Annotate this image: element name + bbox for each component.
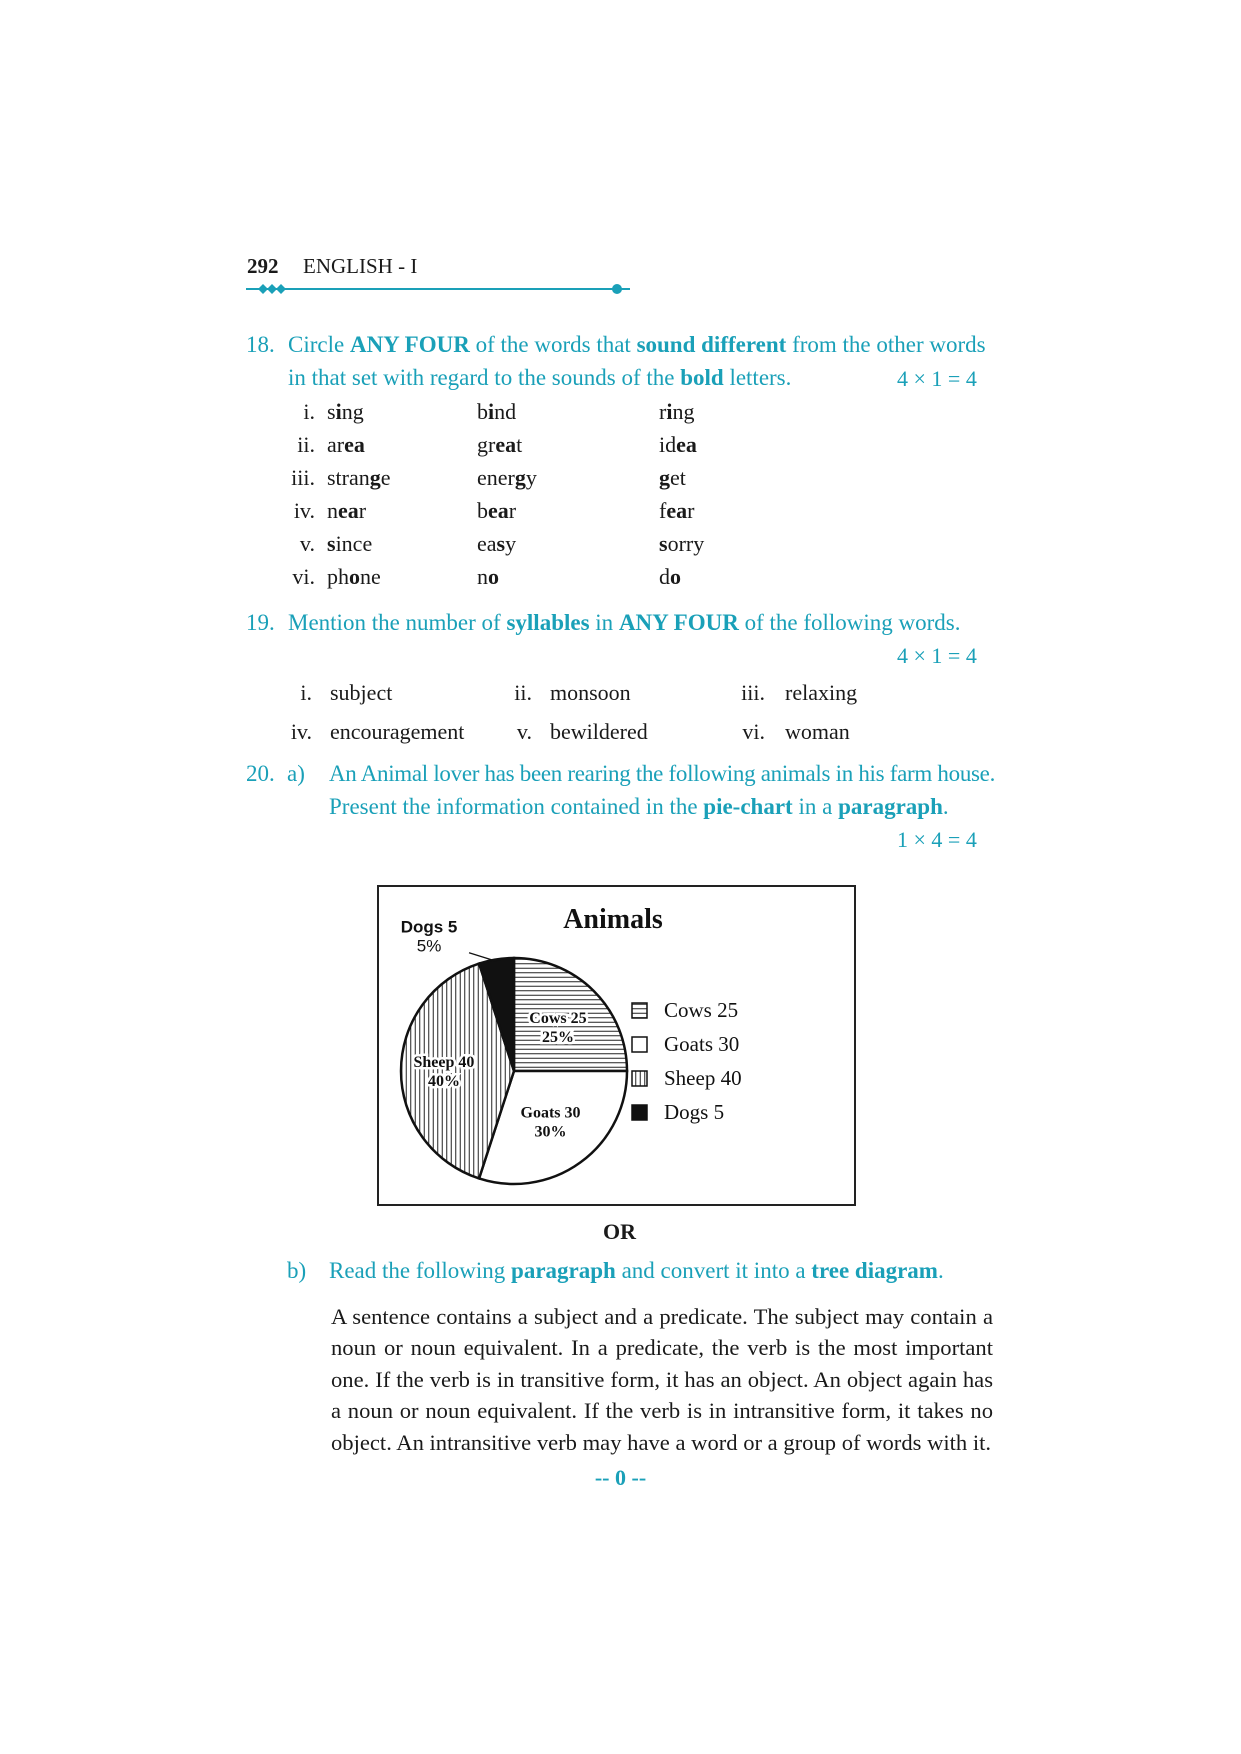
q20-number: 20. <box>246 761 275 786</box>
page-number: 292 <box>247 254 279 278</box>
q18-word: phone <box>327 564 381 589</box>
q18-line2: in that set with regard to the sounds of the bold letters. <box>288 365 792 390</box>
q18-row-number: iv. <box>293 498 315 523</box>
q19-item-number: iii. <box>741 680 765 705</box>
legend-swatch-dogs <box>632 1105 647 1120</box>
q18-word: near <box>327 498 367 523</box>
animals-pie-chart <box>377 885 857 1207</box>
q18-word: great <box>477 432 523 457</box>
q18-word: since <box>327 531 373 556</box>
q18-word: bear <box>477 498 517 523</box>
pie-label-sheep: 40% <box>427 1073 460 1090</box>
book-title: ENGLISH - I <box>303 254 418 278</box>
q19-number: 19. <box>246 610 275 635</box>
pie-label-dogs: Dogs 5 <box>400 917 458 937</box>
q18-word: no <box>477 564 499 589</box>
q19-item-word: bewildered <box>550 719 648 744</box>
legend-label-cows: Cows 25 <box>664 998 739 1022</box>
pie-label-cows: Cows 25 <box>529 1010 587 1028</box>
q20-part-b-line: Read the following paragraph and convert it into a tree diagram. <box>329 1258 944 1283</box>
q18-row-number: iii. <box>291 465 315 490</box>
q18-line1: Circle ANY FOUR of the words that sound different from the other words <box>288 332 986 357</box>
q19-item-number: v. <box>516 719 532 744</box>
q18-word: sorry <box>659 531 705 556</box>
legend-label-sheep: Sheep 40 <box>664 1066 742 1090</box>
q19-item-number: i. <box>300 680 312 705</box>
q18-word: get <box>659 465 686 490</box>
legend-swatch-goats <box>632 1037 647 1052</box>
pie-label-sheep: Sheep 40 <box>413 1054 475 1071</box>
q20-line2: Present the information contained in the pie-chart in a paragraph. <box>329 794 949 819</box>
q18-word: easy <box>477 531 517 556</box>
legend-swatch-sheep <box>632 1071 647 1086</box>
legend-label-dogs: Dogs 5 <box>664 1100 725 1124</box>
q19-item-word: encouragement <box>330 719 465 744</box>
q18-row-number: v. <box>299 531 315 556</box>
q18-row-number: ii. <box>297 432 315 457</box>
q18-row-number: i. <box>303 399 315 424</box>
pie-label-cows: 25% <box>541 1029 574 1047</box>
q20-part-b-label: b) <box>287 1258 307 1283</box>
q20-marks: 1 × 4 = 4 <box>897 827 977 852</box>
q18-word: bind <box>477 399 517 424</box>
q19-line1: Mention the number of syllables in ANY FOUR of the following words. <box>288 610 961 635</box>
pie-label-goats: 30% <box>534 1123 567 1141</box>
page-footer: -- 0 -- <box>594 1465 647 1490</box>
q18-word: energy <box>477 465 537 490</box>
q19-item-word: relaxing <box>785 680 858 705</box>
or-separator: OR <box>603 1219 636 1244</box>
q18-number: 18. <box>246 332 275 357</box>
chart-title: Animals <box>563 904 663 935</box>
tree-diagram-paragraph: A sentence contains a subject and a predicate. The subject may contain a noun or noun equivalent. In a predicate, the verb is the most important one. If the verb is in transitive form, it has an object. An object again has a noun or noun equivalent. If the verb is in intransitive form, it takes no object. An intransitive verb may have a word or a group of words with it. <box>331 1304 993 1455</box>
q19-item-number: iv. <box>290 719 312 744</box>
q18-word: sing <box>327 399 364 424</box>
q19-item-word: woman <box>785 719 850 744</box>
q19-item-number: ii. <box>514 680 532 705</box>
q18-word: area <box>327 432 365 457</box>
q18-word: strange <box>327 465 391 490</box>
legend-swatch-cows <box>632 1003 647 1018</box>
q19-item-number: vi. <box>742 719 765 744</box>
q19-marks: 4 × 1 = 4 <box>897 643 977 668</box>
legend-label-goats: Goats 30 <box>664 1032 740 1056</box>
q19-item-word: subject <box>330 680 393 705</box>
q18-word: ring <box>659 399 695 424</box>
q18-marks: 4 × 1 = 4 <box>897 366 977 391</box>
pie-label-dogs: 5% <box>416 936 442 956</box>
header-rule <box>246 282 632 296</box>
q18-row-number: vi. <box>292 564 315 589</box>
q18-word: do <box>659 564 681 589</box>
q20-line1: An Animal lover has been rearing the following animals in his farm house. <box>329 761 996 786</box>
pie-label-goats: Goats 30 <box>520 1104 581 1122</box>
q19-item-word: monsoon <box>550 680 631 705</box>
q20-part-a-label: a) <box>287 761 305 786</box>
q18-word: fear <box>659 498 695 523</box>
q18-word: idea <box>659 432 697 457</box>
